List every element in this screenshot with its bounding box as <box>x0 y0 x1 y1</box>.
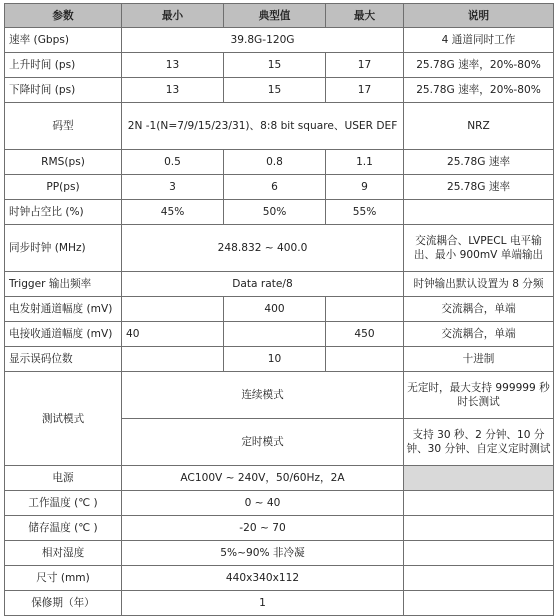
spec-table-container <box>4 3 554 616</box>
row-note <box>404 516 554 541</box>
test-mode-timed-note: 支持 30 秒、2 分钟、10 分钟、30 分钟、自定义定时测试 <box>404 419 554 466</box>
table-row <box>5 491 554 516</box>
row-typ: 10 <box>224 347 326 372</box>
row-max: 17 <box>326 78 404 103</box>
row-label: 保修期（年） <box>5 591 122 616</box>
table-row <box>5 372 554 419</box>
row-label: 电源 <box>5 466 122 491</box>
row-value: 39.8G-120G <box>122 28 404 53</box>
row-min: 40 <box>122 322 224 347</box>
row-typ: 15 <box>224 78 326 103</box>
row-label: Trigger 输出频率 <box>5 272 122 297</box>
row-min: 13 <box>122 53 224 78</box>
row-label: 相对湿度 <box>5 541 122 566</box>
row-label: 工作温度 (℃ ) <box>5 491 122 516</box>
row-typ: 50% <box>224 200 326 225</box>
test-mode-continuous-note: 无定时，最大支持 999999 秒时长测试 <box>404 372 554 419</box>
row-max: 55% <box>326 200 404 225</box>
header-max: 最大 <box>326 4 404 28</box>
row-value: AC100V ~ 240V，50/60Hz，2A <box>122 466 404 491</box>
row-typ: 400 <box>224 297 326 322</box>
table-row <box>5 516 554 541</box>
table-row <box>5 466 554 491</box>
row-typ <box>224 322 326 347</box>
row-note: NRZ <box>404 103 554 150</box>
table-row <box>5 591 554 616</box>
row-min <box>122 297 224 322</box>
row-label: PP(ps) <box>5 175 122 200</box>
test-mode-label: 测试模式 <box>5 372 122 466</box>
table-row <box>5 200 554 225</box>
table-row <box>5 53 554 78</box>
table-row <box>5 78 554 103</box>
row-min: 45% <box>122 200 224 225</box>
row-note: 十进制 <box>404 347 554 372</box>
row-value: 248.832 ~ 400.0 <box>122 225 404 272</box>
row-label: 显示误码位数 <box>5 347 122 372</box>
row-min: 0.5 <box>122 150 224 175</box>
row-min: 13 <box>122 78 224 103</box>
row-note <box>404 541 554 566</box>
row-value: Data rate/8 <box>122 272 404 297</box>
row-note <box>404 591 554 616</box>
row-max <box>326 297 404 322</box>
row-max: 9 <box>326 175 404 200</box>
row-typ: 15 <box>224 53 326 78</box>
row-value: 440x340x112 <box>122 566 404 591</box>
row-note: 交流耦合，单端 <box>404 322 554 347</box>
row-label: 同步时钟 (MHz) <box>5 225 122 272</box>
row-max: 1.1 <box>326 150 404 175</box>
row-value: 2N -1(N=7/9/15/23/31)、8:8 bit square、USER DEF <box>122 103 404 150</box>
row-label: 速率 (Gbps) <box>5 28 122 53</box>
header-row <box>5 4 554 28</box>
row-note <box>404 466 554 491</box>
row-note: 交流耦合、LVPECL 电平输出、最小 900mV 单端输出 <box>404 225 554 272</box>
row-label: 上升时间 (ps) <box>5 53 122 78</box>
row-max: 450 <box>326 322 404 347</box>
row-min: 3 <box>122 175 224 200</box>
row-max <box>326 347 404 372</box>
header-note: 说明 <box>404 4 554 28</box>
table-row <box>5 347 554 372</box>
row-min <box>122 347 224 372</box>
row-typ: 0.8 <box>224 150 326 175</box>
test-mode-timed: 定时模式 <box>122 419 404 466</box>
spec-table <box>4 3 554 616</box>
row-label: 电接收通道幅度 (mV) <box>5 322 122 347</box>
table-row <box>5 322 554 347</box>
header-min: 最小 <box>122 4 224 28</box>
header-typ: 典型值 <box>224 4 326 28</box>
row-note: 时钟输出默认设置为 8 分频 <box>404 272 554 297</box>
table-row <box>5 297 554 322</box>
row-label: RMS(ps) <box>5 150 122 175</box>
row-label: 电发射通道幅度 (mV) <box>5 297 122 322</box>
row-note <box>404 200 554 225</box>
row-label: 下降时间 (ps) <box>5 78 122 103</box>
row-note: 25.78G 速率，20%-80% <box>404 53 554 78</box>
row-value: 0 ~ 40 <box>122 491 404 516</box>
row-max: 17 <box>326 53 404 78</box>
row-note <box>404 491 554 516</box>
row-note: 4 通道同时工作 <box>404 28 554 53</box>
table-row <box>5 272 554 297</box>
table-row <box>5 566 554 591</box>
table-row <box>5 175 554 200</box>
row-typ: 6 <box>224 175 326 200</box>
table-row <box>5 541 554 566</box>
row-label: 码型 <box>5 103 122 150</box>
table-row <box>5 225 554 272</box>
row-value: 1 <box>122 591 404 616</box>
row-label: 时钟占空比 (%) <box>5 200 122 225</box>
table-row <box>5 103 554 150</box>
row-label: 尺寸 (mm) <box>5 566 122 591</box>
table-row <box>5 150 554 175</box>
row-note: 25.78G 速率 <box>404 175 554 200</box>
row-label: 储存温度 (℃ ) <box>5 516 122 541</box>
row-note <box>404 566 554 591</box>
row-note: 交流耦合，单端 <box>404 297 554 322</box>
row-value: -20 ~ 70 <box>122 516 404 541</box>
test-mode-continuous: 连续模式 <box>122 372 404 419</box>
header-param: 参数 <box>5 4 122 28</box>
row-value: 5%~90% 非冷凝 <box>122 541 404 566</box>
row-note: 25.78G 速率 <box>404 150 554 175</box>
table-row <box>5 28 554 53</box>
row-note: 25.78G 速率，20%-80% <box>404 78 554 103</box>
